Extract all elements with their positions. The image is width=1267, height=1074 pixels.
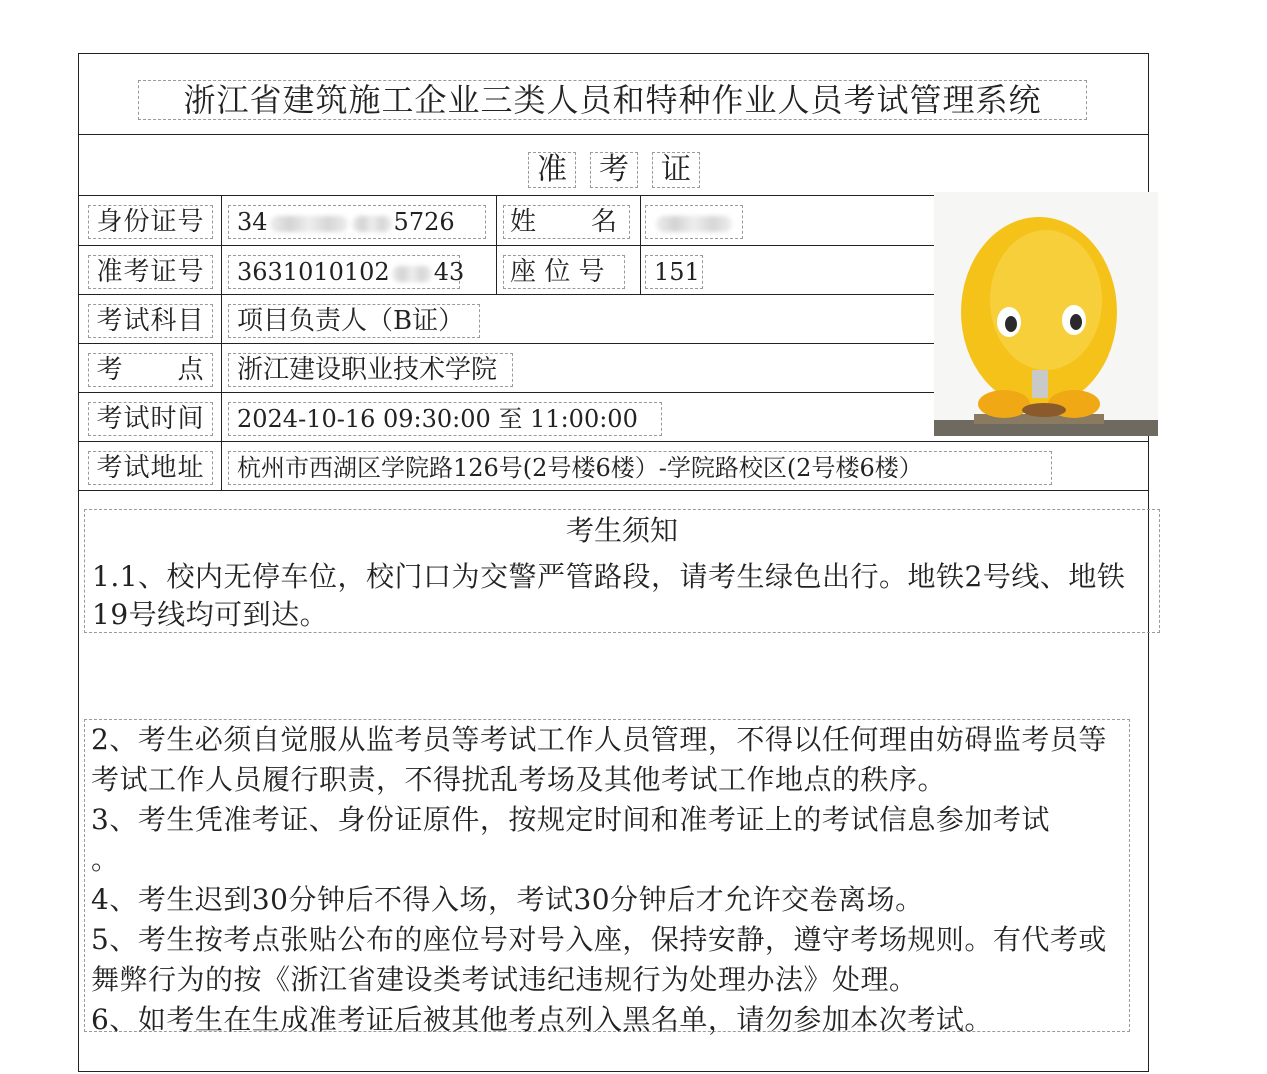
redaction-mark <box>270 216 348 232</box>
rule-6 <box>78 441 1149 442</box>
notice-item: 3、考生凭准考证、身份证原件，按规定时间和准考证上的考试信息参加考试 <box>91 803 1050 836</box>
ticket-visible-end: 43 <box>433 258 465 286</box>
notice-item: 。 <box>91 843 120 876</box>
id-value <box>228 205 486 239</box>
notice-box <box>84 509 1160 633</box>
ticket-label: 准考证号 <box>88 255 213 289</box>
redaction-mark <box>392 266 432 282</box>
subtitle-char: 证 <box>652 152 700 188</box>
page-title: 浙江省建筑施工企业三类人员和特种作业人员考试管理系统 <box>138 80 1087 120</box>
ticket-visible: 3631010102 <box>237 258 390 286</box>
address-label: 考试地址 <box>88 451 213 485</box>
mascot-illustration <box>934 192 1158 436</box>
site-label: 考 点 <box>88 353 213 387</box>
rule-5 <box>78 392 934 393</box>
col-rule-label <box>221 195 222 490</box>
notice-heading: 考生须知 <box>565 514 678 547</box>
notice-list <box>84 719 1130 1036</box>
notice-item: 5、考生按考点张贴公布的座位号对号入座，保持安静，遵守考场规则。有代考或舞弊行为的按《浙江省建设类考试违纪违规行为处理办法》处理。 <box>91 923 1107 996</box>
ticket-value <box>228 255 465 289</box>
site-value: 浙江建设职业技术学院 <box>228 353 513 387</box>
notice-item: 1.1、校内无停车位，校门口为交警严管路段，请考生绿色出行。地铁2号线、地铁19号线均可到达。 <box>92 560 1126 631</box>
id-label: 身份证号 <box>88 205 213 239</box>
col-rule-right <box>640 195 641 294</box>
rule-4 <box>78 343 934 344</box>
time-value: 2024-10-16 09:30:00 至 11:00:00 <box>228 402 662 436</box>
rule-7 <box>78 490 1149 491</box>
candidate-photo <box>934 192 1158 436</box>
subject-value: 项目负责人（B证） <box>228 304 480 338</box>
rule-1 <box>78 195 934 196</box>
id-visible-end: 5726 <box>393 208 455 236</box>
rule-2 <box>78 245 934 246</box>
notice-item: 4、考生迟到30分钟后不得入场，考试30分钟后才允许交卷离场。 <box>91 883 924 916</box>
notice-item: 2、考生必须自觉服从监考员等考试工作人员管理，不得以任何理由妨碍监考员等考试工作人员履行职责，不得扰乱考场及其他考试工作地点的秩序。 <box>91 723 1107 796</box>
rule-title <box>78 134 1149 135</box>
redaction-mark <box>352 216 392 232</box>
time-label: 考试时间 <box>88 402 213 436</box>
id-visible-start: 34 <box>237 208 268 236</box>
notice-item: 6、如考生在生成准考证后被其他考点列入黑名单，请勿参加本次考试。 <box>91 1003 993 1036</box>
rule-3 <box>78 294 934 295</box>
name-value <box>645 205 743 239</box>
seat-label: 座 位 号 <box>503 255 625 289</box>
name-label: 姓 名 <box>503 205 630 239</box>
subtitle-char: 考 <box>590 152 638 188</box>
col-rule-mid <box>496 195 497 294</box>
redaction-mark <box>656 216 732 232</box>
subject-label: 考试科目 <box>88 304 213 338</box>
subtitle-char: 准 <box>528 152 576 188</box>
address-value: 杭州市西湖区学院路126号(2号楼6楼）-学院路校区(2号楼6楼） <box>228 451 1052 485</box>
seat-value: 151 <box>645 255 703 289</box>
